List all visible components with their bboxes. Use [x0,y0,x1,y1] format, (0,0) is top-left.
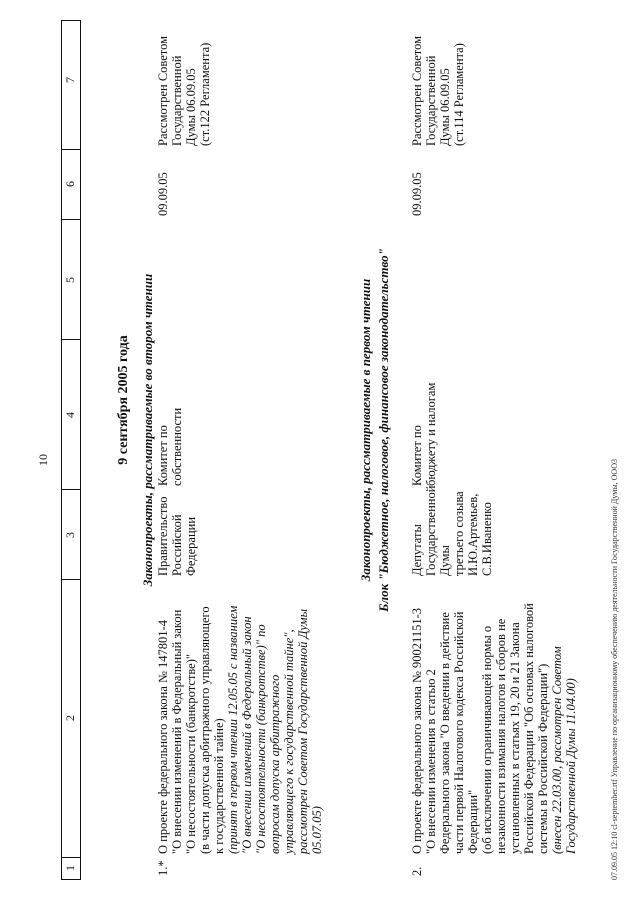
initiator-line: Федерации [184,516,198,576]
column-number: 6 [63,181,77,187]
bill-description [410,579,578,854]
column-number: 7 [63,77,77,83]
committee [410,346,438,486]
initiator-line: Государственной [424,485,438,576]
bill-note-line: вопросам допуска арбитражного [268,674,282,854]
council-note-line: Государственной [424,55,438,146]
initiator [410,486,494,576]
council-note [156,22,212,146]
bill-text-line: "О внесении изменения в статью 2 [424,669,438,854]
bill-note-line: Государственной Думы 11.04.00) [564,678,578,854]
council-note-line: Рассмотрен Советом [410,35,424,146]
column-number: 3 [63,532,77,538]
consideration-date: 09.09.05 [410,172,424,216]
bill-description [156,579,324,854]
bill-text-line: системы в Российской Федерации") [536,663,550,854]
council-note-line: (ст.114 Регламента) [452,43,466,146]
column-divider [61,149,81,150]
initiator-line: С.В.Иваненко [480,502,494,576]
bill-text-line: О проекте федерального закона № 90021151-3 [410,608,424,854]
consideration-date: 09.09.05 [156,172,170,216]
bill-text-line: части первой Налогового кодекса Российской [452,611,466,854]
council-note-line: Думы 06.09.05 [184,68,198,146]
row-number: 2. [410,866,424,876]
bill-text-line: О проекте федерального закона № 147801-4 [156,620,170,854]
initiator-line: И.Ю.Артемьев, [466,493,480,576]
bill-note-line: (принят в первом чтении 12.05.05 с названием [226,605,240,854]
section-title-first-reading: Законопроекты, рассматриваемые в первом чтении [358,278,373,582]
bill-text-line: Федерации" [466,789,480,854]
bill-text-line: (в части допуска арбитражного управляющего [198,606,212,854]
rotated-document-page [20,20,620,880]
bill-note-line: "О несостоятельности (банкротстве)" по [254,624,268,854]
column-divider [61,489,81,490]
bill-text-line: незаконности взимания налогов и сборов не [494,618,508,854]
column-number-header [61,20,81,880]
block-title: Блок "Бюджетное, налоговое, финансовое законодательство" [376,248,391,612]
committee-line: бюджету и налогам [424,382,438,486]
committee-line: Комитет по [410,425,424,486]
page-footer: 07.09.05 12:10 cl-september.rtf Управление по организационному обеспечению деятельности Государственной Думы, ООО3 [610,459,619,880]
column-number: 1 [63,865,77,871]
date-heading: 9 сентября 2005 года [116,335,131,465]
bill-text-line: к государственной тайне) [212,718,226,854]
section-title-second-reading: Законопроекты, рассматриваемые во втором чтении [140,273,155,587]
council-note-line: Думы 06.09.05 [438,68,452,146]
bill-text-line: установленных в статьях 19, 20 и 21 Закона [508,622,522,854]
committee [156,346,184,486]
column-number: 2 [63,715,77,721]
initiator-line: Правительство [156,496,170,576]
bill-note-line: 05.07.05) [310,806,324,854]
bill-text-line: "О несостоятельности (банкротстве)" [184,654,198,854]
council-note-line: (ст.122 Регламента) [198,42,212,146]
initiator-line: Российской [170,514,184,576]
committee-line: собственности [170,407,184,486]
column-number: 4 [63,412,77,418]
column-divider [61,219,81,220]
bill-note-line: (внесен 22.03.00, рассмотрен Советом [550,646,564,854]
bill-text-line: "О внесении изменений в Федеральный закон [170,609,184,854]
bill-note-line: управляющего к государственной тайне", [282,629,296,854]
committee-line: Комитет по [156,425,170,486]
initiator-line: третьего созыва [452,491,466,576]
column-divider [61,339,81,340]
initiator-line: Думы [438,545,452,576]
bill-note-line: рассмотрен Советом Государственной Думы [296,608,310,854]
bill-text-line: Федерального закона "О введении в действие [438,612,452,854]
council-note [410,22,466,146]
page-number: 10 [36,454,50,466]
column-number: 5 [63,277,77,283]
initiator [156,486,198,576]
council-note-line: Государственной [170,55,184,146]
bill-note-line: "О внесении изменений в Федеральный закон [240,616,254,854]
initiator-line: Депутаты [410,524,424,576]
row-number: 1.* [156,860,170,876]
council-note-line: Рассмотрен Советом [156,35,170,146]
bill-text-line: Российской Федерации "Об основах налоговой [522,603,536,854]
column-divider [61,579,81,580]
bill-text-line: (об исключении ограничивающей нормы о [480,625,494,854]
